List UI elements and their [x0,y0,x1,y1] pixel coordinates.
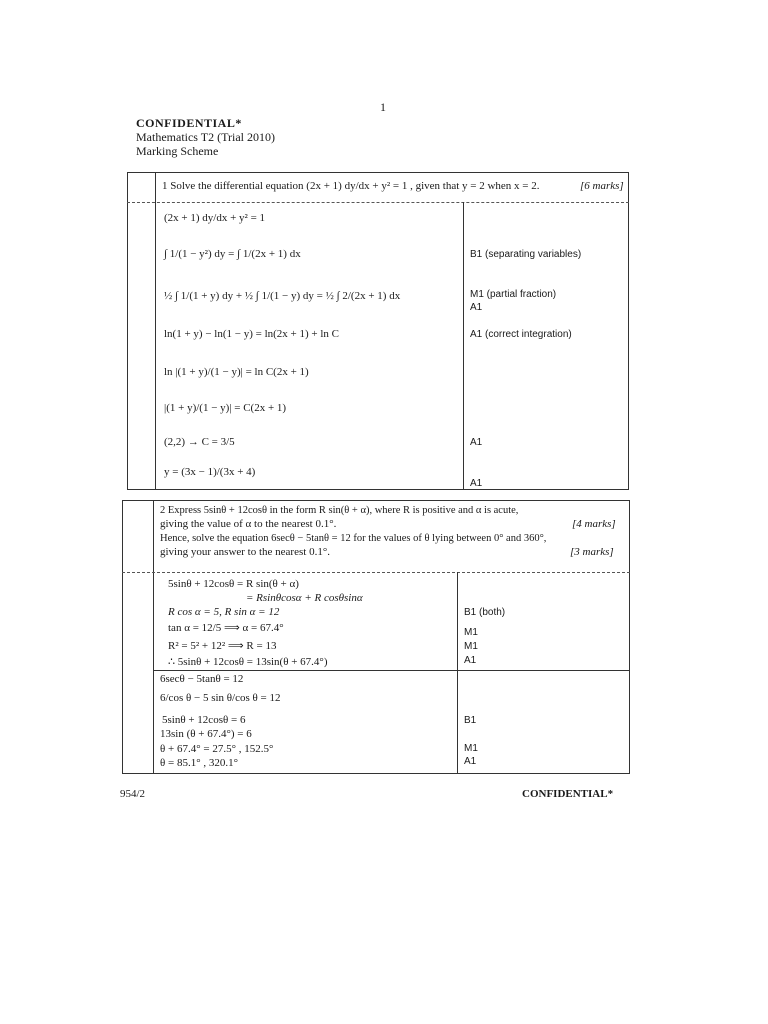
footer-confidential: CONFIDENTIAL* [522,788,614,800]
q2-question-line-3: Hence, solve the equation 6secθ − 5tanθ = 12 for the values of θ lying between 0° and 360°, [160,533,547,544]
q2-header-divider [122,572,630,573]
q1-mark-4: A1 (correct integration) [470,329,572,340]
subject-title: Mathematics T2 (Trial 2010) [136,130,275,144]
q2-marks-b: [3 marks] [570,546,614,558]
page-number: 1 [380,100,386,114]
q1-question-text: 1 Solve the differential equation (2x + 1) dy/dx + y² = 1 , given that y = 2 when x = 2. [162,180,540,192]
q2-question-line-1: 2 Express 5sinθ + 12cosθ in the form R sin(θ + α), where R is positive and α is acute, [160,505,519,516]
q2a-step-5: R² = 5² + 12² ⟹ R = 13 [168,640,277,652]
q1-mark-1: B1 (separating variables) [470,249,582,260]
q2-marks-a: [4 marks] [572,518,616,530]
q1-step-3: ½ ∫ 1/(1 + y) dy + ½ ∫ 1/(1 − y) dy = ½ ∫ 2/(2x + 1) dx [164,290,401,302]
q2b-mark-1: B1 [464,715,477,726]
q2b-step-5: θ + 67.4° = 27.5° , 152.5° [160,743,274,755]
q1-header-divider [127,202,629,203]
footer-code: 954/2 [120,788,146,800]
q2a-mark-4: A1 [464,655,477,666]
q1-step-5: ln |(1 + y)/(1 − y)| = ln C(2x + 1) [164,366,309,378]
q2b-step-4: 13sin (θ + 67.4°) = 6 [160,728,252,740]
q2b-step-2: 6/cos θ − 5 sin θ/cos θ = 12 [160,692,281,704]
q1-marks: [6 marks] [580,180,624,192]
q2-part-divider [153,670,630,671]
q2a-mark-2: M1 [464,627,478,638]
q1-mark-5: A1 [470,437,483,448]
q1-step-8: y = (3x − 1)/(3x + 4) [164,466,256,478]
q2a-step-2: = Rsinθcosα + R cosθsinα [246,592,363,604]
q2a-step-4: tan α = 12/5 ⟹ α = 67.4° [168,622,284,634]
q2a-step-6: ∴ 5sinθ + 12cosθ = 13sin(θ + 67.4°) [168,656,328,668]
q2b-mark-3: A1 [464,756,477,767]
q1-left-margin-line [155,172,156,490]
q2a-mark-3: M1 [464,641,478,652]
document-header [136,116,275,158]
q2a-step-1: 5sinθ + 12cosθ = R sin(θ + α) [168,578,299,590]
q1-step-7: (2,2) → C = 3/5 [164,436,235,448]
q1-mark-3: A1 [470,302,483,313]
q2b-mark-2: M1 [464,743,478,754]
q2-question-line-2: giving the value of α to the nearest 0.1°. [160,518,337,530]
q1-mark-2: M1 (partial fraction) [470,289,557,300]
q1-step-6: |(1 + y)/(1 − y)| = C(2x + 1) [164,402,287,414]
q2a-mark-1: B1 (both) [464,607,506,618]
q2b-step-6: θ = 85.1° , 320.1° [160,757,239,769]
q1-mark-6: A1 [470,478,483,489]
document-type: Marking Scheme [136,144,219,158]
q1-column-divider [463,202,464,490]
q2b-step-1: 6secθ − 5tanθ = 12 [160,673,244,685]
q2-column-divider [457,572,458,774]
q1-step-2: ∫ 1/(1 − y²) dy = ∫ 1/(2x + 1) dx [164,248,301,260]
q2a-step-3: R cos α = 5, R sin α = 12 [168,606,280,618]
q2-question-line-4: giving your answer to the nearest 0.1°. [160,546,330,558]
q1-step-1: (2x + 1) dy/dx + y² = 1 [164,212,266,224]
q2-left-margin-line [153,500,154,774]
q1-step-4: ln(1 + y) − ln(1 − y) = ln(2x + 1) + ln C [164,328,340,340]
q2b-step-3: 5sinθ + 12cosθ = 6 [162,714,246,726]
confidential-label: CONFIDENTIAL* [136,116,242,130]
